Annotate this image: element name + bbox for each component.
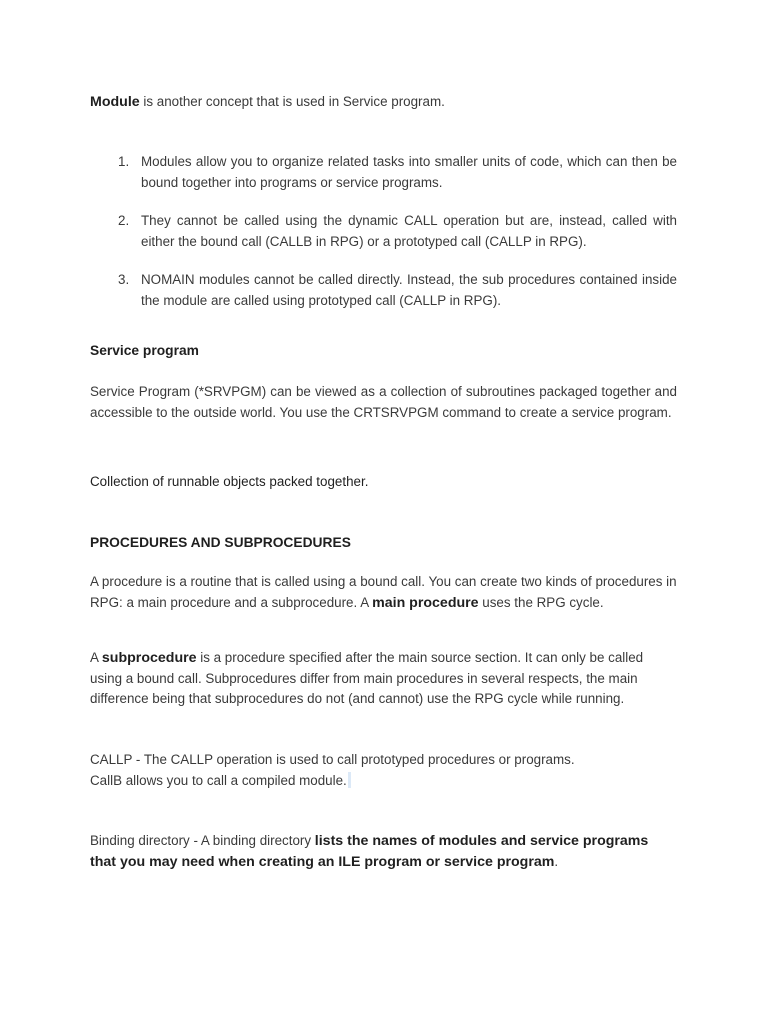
list-item-number: 2. bbox=[118, 213, 130, 228]
list-item-text: They cannot be called using the dynamic CALL operation but are, instead, called with either the bound call (CALLB in RPG) or a prototyped call (CALLP in RPG). bbox=[141, 213, 677, 249]
procedures-text: is a procedure specified after the main source section. It can only be called using a bound call. Subprocedures differ from main procedures in several respects, the main difference being that subprocedures do not (and cannot) use the RPG cycle while running. bbox=[90, 650, 644, 706]
list-item-number: 3. bbox=[118, 272, 130, 287]
binding-text: Binding directory - A binding directory bbox=[90, 833, 315, 848]
binding-directory-paragraph bbox=[90, 831, 677, 872]
procedures-text: A procedure is a routine that is called using a bound call. You can create two kinds of procedures in RPG: a main procedure and a subprocedure. A bbox=[90, 574, 677, 610]
callp-line: CALLP - The CALLP operation is used to call prototyped procedures or programs. bbox=[90, 752, 575, 767]
callb-paragraph bbox=[90, 771, 677, 792]
callb-line: CallB allows you to call a compiled module. bbox=[90, 773, 347, 788]
binding-text: . bbox=[554, 853, 559, 869]
service-program-summary: Collection of runnable objects packed together. bbox=[90, 474, 369, 489]
service-program-description: Service Program (*SRVPGM) can be viewed as a collection of subroutines packaged together and accessible to the outside world. You use the CRTSRVPGM command to create a service program. bbox=[90, 384, 677, 420]
text-cursor-highlight bbox=[348, 772, 351, 788]
list-item-number: 1. bbox=[118, 154, 130, 169]
binding-directory-definition: lists the names of modules and service programs that you may need when creating an ILE program or service program bbox=[90, 833, 649, 870]
module-intro-text: is another concept that is used in Service program. bbox=[139, 94, 445, 109]
module-intro-paragraph bbox=[90, 92, 677, 113]
list-item-text: Modules allow you to organize related tasks into smaller units of code, which can then be bound together into programs or service programs. bbox=[141, 154, 677, 190]
procedures-text: uses the RPG cycle. bbox=[478, 594, 604, 610]
subprocedure-term: subprocedure bbox=[101, 650, 197, 666]
list-item-text: NOMAIN modules cannot be called directly. Instead, the sub procedures contained inside the module are called using prototyped call (CALLP in RPG). bbox=[141, 272, 677, 308]
module-term: Module bbox=[90, 94, 140, 110]
procedures-heading: PROCEDURES AND SUBPROCEDURES bbox=[90, 535, 351, 550]
main-procedure-term: main procedure bbox=[372, 594, 479, 611]
service-program-heading: Service program bbox=[90, 343, 199, 358]
procedures-paragraph-1 bbox=[90, 572, 677, 613]
procedures-text: A bbox=[90, 650, 102, 665]
procedures-paragraph-2 bbox=[90, 648, 677, 710]
